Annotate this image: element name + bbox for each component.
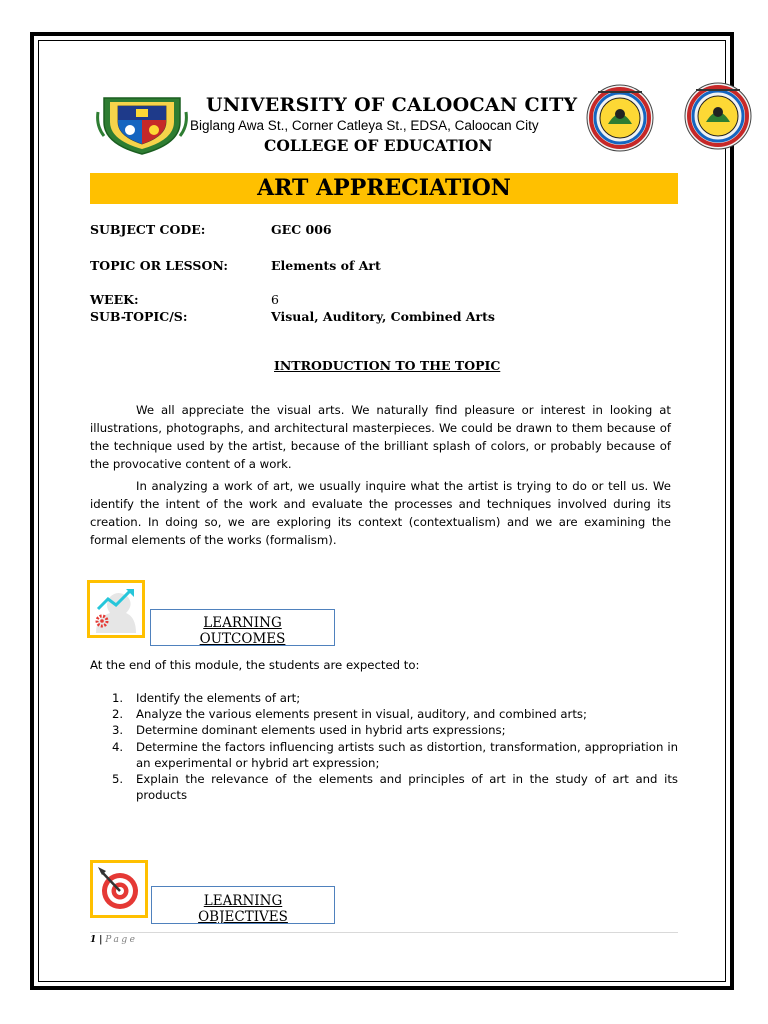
education-logo-icon <box>685 83 751 149</box>
intro-p1-line-4: splash of colors, or probably because of the provocative content of a work. <box>90 439 671 471</box>
list-item <box>112 706 678 722</box>
intro-p2-line-4: and we are examining the formal elements of the works (formalism). <box>90 515 672 547</box>
list-number: 1. <box>112 691 124 705</box>
college-logos <box>578 82 764 152</box>
topic-label: TOPIC OR LESSON: <box>90 258 228 273</box>
learning-objectives-label <box>151 886 335 924</box>
page-word: Page <box>105 935 138 945</box>
subject-code-label: SUBJECT CODE: <box>90 222 206 237</box>
subject-code-value: GEC 006 <box>271 222 332 237</box>
title-bar <box>90 173 678 204</box>
intro-p2-line-2: tell us. We identify the intent of the work and evaluate the processes and techniques <box>90 479 671 511</box>
intro-heading: INTRODUCTION TO THE TOPIC <box>274 358 501 373</box>
intro-p2-line-1: In analyzing a work of art, we usually inquire what the artist is trying to do or <box>136 479 604 493</box>
week-label: WEEK: <box>90 292 139 307</box>
intro-paragraph-1 <box>90 401 671 473</box>
page-title: ART APPRECIATION <box>257 175 511 201</box>
list-number: 5. <box>112 772 124 787</box>
list-number: 4. <box>112 739 124 754</box>
page-separator: | <box>99 935 103 945</box>
list-item <box>112 739 678 771</box>
outcomes-lead: At the end of this module, the students are expected to: <box>90 658 420 672</box>
learning-outcomes-icon-box <box>87 580 145 638</box>
college-logo-icon <box>587 85 653 151</box>
list-item <box>112 690 678 706</box>
university-address: Biglang Awa St., Corner Catleya St., EDSA, Caloocan City <box>190 118 539 133</box>
subtopic-label: SUB-TOPIC/S: <box>90 309 188 324</box>
list-item <box>112 722 678 738</box>
intro-p1-line-3: drawn to them because of the technique used by the artist, because of the brilliant <box>90 421 671 453</box>
learning-outcomes-label-line-2: OUTCOMES <box>199 631 286 646</box>
list-number: 2. <box>112 707 124 722</box>
list-text: Determine the factors influencing artists such as distortion, transformation, appropriation in an experimental or hybrid art expression; <box>136 739 678 770</box>
subtopic-value: Visual, Auditory, Combined Arts <box>271 309 495 324</box>
footer-divider <box>90 932 678 933</box>
learning-outcomes-label <box>150 609 335 646</box>
college-name: COLLEGE OF EDUCATION <box>264 136 493 155</box>
university-name: UNIVERSITY OF CALOOCAN CITY <box>206 94 578 116</box>
intro-p1-line-1: We all appreciate the visual arts. We naturally find pleasure or interest in <box>136 403 603 417</box>
growth-chart-icon <box>90 583 142 635</box>
intro-p2-line-3: involved during its creation. In doing so, we are exploring its context (contextualism) <box>90 497 671 529</box>
outcomes-list <box>112 690 678 803</box>
list-text: Analyze the various elements present in visual, auditory, and combined arts; <box>136 707 587 722</box>
list-item <box>112 771 678 803</box>
list-number: 3. <box>112 723 124 738</box>
list-text: Explain the relevance of the elements and principles of art in the study of art and its products <box>136 772 678 803</box>
list-text: Identify the elements of art; <box>136 691 301 705</box>
learning-objectives-icon-box <box>90 860 148 918</box>
page-number: 1 <box>90 935 97 945</box>
topic-value: Elements of Art <box>271 258 381 273</box>
intro-p1-line-2: looking at illustrations, photographs, and architectural masterpieces. We could be <box>90 403 671 435</box>
list-text: Determine dominant elements used in hybrid arts expressions; <box>136 723 506 738</box>
university-seal-icon <box>96 92 188 156</box>
learning-objectives-label-line-2: OBJECTIVES <box>198 909 288 924</box>
target-icon <box>93 863 145 915</box>
page-footer <box>90 935 137 945</box>
intro-paragraph-2 <box>90 477 671 549</box>
learning-outcomes-label-line-1: LEARNING <box>203 615 282 631</box>
week-value: 6 <box>271 292 279 307</box>
learning-objectives-label-line-1: LEARNING <box>203 893 283 909</box>
